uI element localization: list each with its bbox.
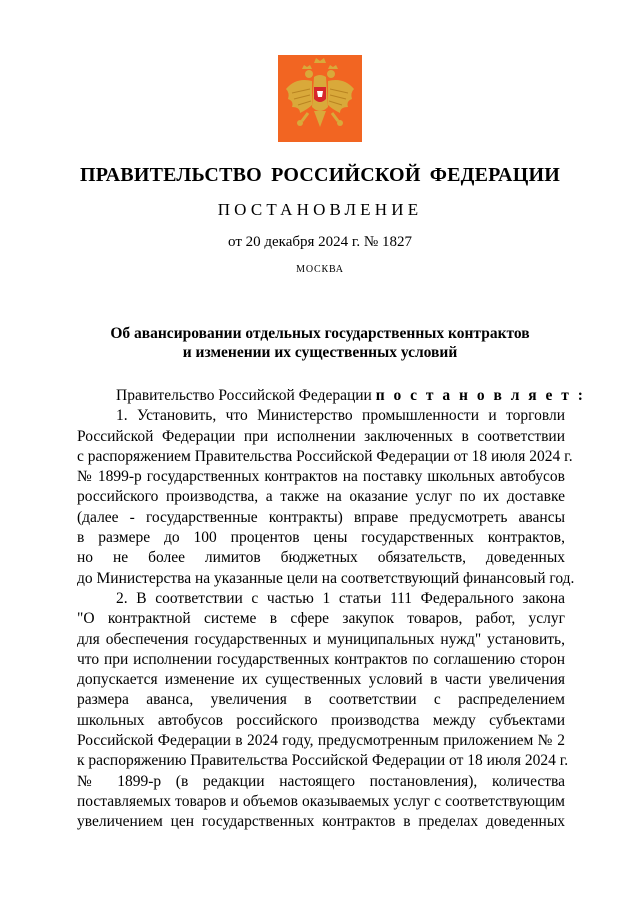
document-date-number: от 20 декабря 2024 г. № 1827 (228, 234, 412, 250)
document-title (60, 324, 580, 362)
preamble-verb: п о с т а н о в л я е т : (375, 387, 586, 404)
body-line: № 1899-р государственных контрактов на поставку школьных автобусов (77, 468, 565, 486)
russian-coat-of-arms-emblem (278, 55, 362, 142)
body-line: допускается изменение их существенных условий в части увеличения (77, 671, 565, 689)
title-line: и изменении их существенных условий (182, 344, 458, 361)
document-type: ПОСТАНОВЛЕНИЕ (217, 200, 423, 219)
body-line: № 1899-р (в редакции настоящего постановления), количества (77, 772, 565, 790)
city-name: МОСКВА (296, 264, 344, 275)
body-line: но не более лимитов бюджетных обязательств, доведенных (77, 549, 565, 567)
body-line: размера аванса, увеличения в соответствии с распределением (77, 691, 565, 709)
body-line: (далее - государственные контракты) вправе предусмотреть авансы (77, 508, 565, 526)
body-line: 1. Установить, что Министерство промышленности и торговли (116, 407, 565, 425)
preamble-text: Правительство Российской Федерации (116, 387, 372, 404)
body-line: Российской Федерации в 2024 году, предусмотренным приложением № 2 (77, 732, 565, 750)
body-line: Российской Федерации при исполнении заключенных в соответствии (77, 427, 565, 445)
preamble-line (77, 386, 586, 406)
body-line: до Министерства на указанные цели на соответствующий финансовый год. (77, 569, 575, 587)
body-line: что при исполнении государственных контрактов по соглашению сторон (77, 650, 565, 668)
body-line: для обеспечения государственных и муниципальных нужд" установить, (77, 630, 565, 648)
body-line: увеличением цен государственных контрактов в пределах доведенных (77, 813, 565, 831)
body-line: с распоряжением Правительства Российской Федерации от 18 июля 2024 г. (77, 447, 573, 465)
title-line: Об авансировании отдельных государственных контрактов (110, 325, 530, 342)
body-line: школьных автобусов российского производства между субъектами (77, 711, 565, 729)
body-line: в размере до 100 процентов цены государственных контрактов, (77, 529, 565, 547)
body-line: 2. В соответствии с частью 1 статьи 111 Федерального закона (116, 589, 565, 607)
government-name: ПРАВИТЕЛЬСТВО РОССИЙСКОЙ ФЕДЕРАЦИИ (80, 164, 560, 186)
body-line: к распоряжению Правительства Российской Федерации от 18 июля 2024 г. (77, 752, 569, 770)
document-body (77, 386, 586, 833)
body-line: поставляемых товаров и объемов оказываемых услуг с соответствующим (77, 792, 565, 810)
body-line: "О контрактной системе в сфере закупок товаров, работ, услуг (77, 610, 565, 628)
body-line: российского производства, а также на оказание услуг по их доставке (77, 488, 565, 506)
